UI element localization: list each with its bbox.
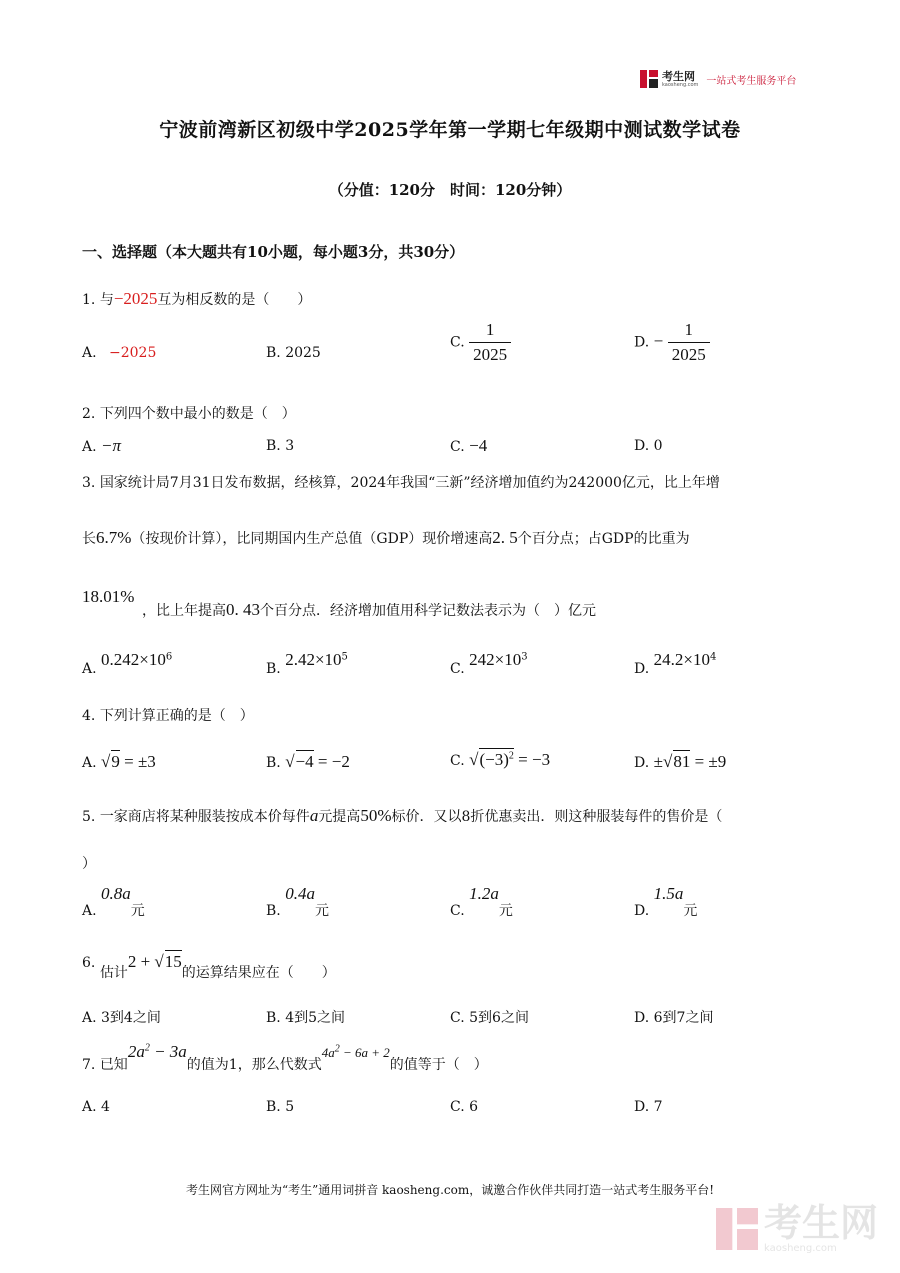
sqrt-expression: √−4 = −2 (285, 752, 350, 771)
radicand: −4 (295, 752, 314, 771)
question-expression: 2. 5 (492, 528, 518, 547)
sqrt-expression: ±√81 = ±9 (653, 752, 727, 771)
option-value: 3 (285, 438, 295, 454)
expression-part: − 6a + 2 (339, 1045, 390, 1060)
q3-option-a[interactable] (82, 650, 173, 677)
option-value: = −2 (313, 752, 350, 771)
option-label: A. (82, 755, 97, 771)
q3-option-c[interactable] (450, 650, 528, 677)
option-unit: 元 (683, 903, 698, 919)
option-label: B. (266, 755, 281, 771)
q1-option-b[interactable] (266, 345, 321, 361)
option-value: = ±3 (119, 752, 156, 771)
question-2 (82, 403, 296, 423)
watermark (716, 1203, 878, 1254)
question-text: 的运算结果应在（ ） (181, 965, 336, 981)
option-label: A. (82, 1099, 97, 1115)
question-3-line-2 (82, 528, 690, 548)
question-number: 1. (82, 292, 96, 308)
question-expression (128, 1042, 187, 1061)
question-expression: 6.7% (96, 528, 132, 547)
fraction-numerator: 1 (485, 320, 495, 339)
option-label: C. (450, 439, 465, 455)
q1-option-c[interactable] (450, 320, 511, 365)
question-text: ，比上年提高 (142, 603, 226, 619)
exponent: 4 (709, 651, 717, 663)
plus-minus-sign: ± (653, 752, 663, 771)
q5-option-d[interactable] (634, 884, 698, 919)
option-value: 1.2a (469, 884, 499, 903)
option-value: 4到5之间 (285, 1010, 346, 1026)
sqrt-expression: $√(-3)^2 = -3$ (469, 750, 551, 769)
question-number: 6. (82, 955, 96, 971)
q4-option-a[interactable] (82, 750, 156, 772)
question-text: 的值为1，那么代数式 (186, 1057, 322, 1073)
question-expression: 50% (360, 806, 392, 825)
option-label: B. (266, 661, 281, 677)
question-3-line-3 (142, 600, 596, 620)
exponent: 5 (341, 651, 348, 663)
radicand-group (479, 748, 513, 770)
question-text: 下列四个数中最小的数是（ ） (99, 406, 296, 422)
sqrt-expression: √9 = ±3 (101, 752, 156, 771)
exponent: 2 (334, 1043, 340, 1055)
fraction (469, 320, 511, 365)
q2-option-c[interactable] (450, 436, 487, 456)
exponent: 6 (165, 651, 173, 663)
fraction-numerator: 1 (684, 320, 693, 339)
option-label: B. (266, 1099, 281, 1115)
option-label: A. (82, 1010, 97, 1026)
brand-url: kaosheng.com (662, 81, 699, 88)
option-label: D. (634, 755, 650, 771)
question-5-close: ） (82, 856, 96, 872)
option-value: 5 (285, 1099, 295, 1115)
q7-option-b[interactable] (266, 1099, 294, 1115)
option-label: C. (450, 661, 465, 677)
variable: a (309, 806, 319, 825)
option-label: C. (450, 753, 465, 769)
question-text: 元提高 (318, 809, 361, 825)
q4-option-d[interactable] (634, 750, 726, 772)
fraction (668, 320, 710, 365)
question-3 (82, 472, 720, 492)
option-label: D. (634, 1010, 650, 1026)
question-number: 4. (82, 708, 96, 724)
question-expression (322, 1045, 390, 1060)
question-expression: −2025 (113, 289, 158, 308)
q3-option-b[interactable] (266, 650, 348, 677)
q2-option-d[interactable] (634, 438, 663, 454)
exponent: 2 (144, 1042, 150, 1054)
option-value: = −3 (513, 750, 551, 769)
option-value: −2025 (109, 345, 157, 361)
section-heading: 一、选择题（本大题共有10小题，每小题3分，共30分） (82, 243, 465, 261)
question-number: 5. (82, 809, 96, 825)
question-text: 标价．又以8折优惠卖出．则这种服装每件的售价是（ (391, 809, 723, 825)
q5-option-b[interactable] (266, 884, 329, 919)
option-value: 3到4之间 (101, 1010, 161, 1026)
exponent: 3 (521, 651, 528, 663)
option-label: B. (266, 903, 281, 919)
question-expression: 2 + (127, 952, 155, 971)
q1-option-a[interactable] (82, 345, 156, 361)
question-expression: 0. 43 (226, 600, 260, 619)
watermark-text (764, 1203, 878, 1254)
question-4 (82, 705, 254, 725)
brand-header (640, 70, 796, 88)
option-label: D. (634, 903, 650, 919)
q7-option-c[interactable] (450, 1099, 478, 1115)
q2-option-b[interactable] (266, 438, 294, 454)
question-7 (82, 1042, 488, 1073)
watermark-name: 考生网 (764, 1201, 879, 1245)
question-text: 估计 (99, 965, 128, 981)
option-value: = ±9 (690, 752, 727, 771)
q4-option-b[interactable] (266, 750, 350, 772)
expression-part: 2a (127, 1042, 145, 1061)
option-unit: 元 (130, 903, 145, 919)
option-value: 6 (469, 1099, 479, 1115)
option-value: 0 (653, 438, 663, 454)
question-text: 已知 (99, 1057, 128, 1073)
question-3-line-3-pct (82, 587, 134, 607)
option-value: 0.4a (285, 884, 315, 903)
option-label: D. (634, 438, 650, 454)
brand-name: 考生网 (662, 69, 695, 83)
option-unit: 元 (314, 903, 329, 919)
watermark-logo-icon (716, 1208, 758, 1250)
q2-option-a[interactable] (82, 436, 121, 456)
expression-part: 4a (321, 1045, 335, 1060)
expression-part: − 3a (149, 1042, 187, 1061)
exam-title: 宁波前湾新区初级中学2025学年第一学期七年级期中测试数学试卷 (159, 119, 741, 141)
radicand: 15 (164, 952, 182, 971)
q6-option-a[interactable] (82, 1007, 161, 1027)
brand-text (662, 71, 698, 88)
option-value: 5到6之间 (469, 1010, 529, 1026)
option-label: C. (450, 1099, 465, 1115)
option-label: B. (266, 1010, 281, 1026)
exponent: 2 (508, 750, 514, 762)
fraction-denominator: 2025 (469, 342, 511, 365)
radicand: 81 (673, 752, 691, 771)
q7-option-d[interactable] (634, 1099, 663, 1115)
question-number: 3. (82, 475, 96, 491)
question-expression: 18.01% (82, 587, 135, 606)
option-value: 0.8a (101, 884, 131, 903)
question-text: 一家商店将某种服装按成本价每件 (99, 809, 310, 825)
option-label: A. (82, 903, 97, 919)
option-unit: 元 (498, 903, 513, 919)
option-value: 24.2×10 (653, 650, 710, 669)
radicand: 9 (111, 752, 120, 771)
option-label: C. (450, 1010, 465, 1026)
watermark-url: kaosheng.com (764, 1243, 837, 1254)
question-text: 国家统计局7月31日发布数据，经核算，2024年我国“三新”经济增加值约为242000亿元，比上年增 (99, 475, 720, 491)
question-number: 2. (82, 406, 96, 422)
option-label: D. (634, 661, 650, 677)
q4-option-c[interactable] (450, 748, 550, 770)
option-value: 0.242×10 (101, 650, 166, 669)
question-text: 与 (99, 292, 114, 308)
q7-option-a[interactable] (82, 1099, 110, 1115)
question-number: 7. (82, 1057, 96, 1073)
option-value: 7 (653, 1099, 663, 1115)
option-value: 4 (101, 1099, 110, 1115)
option-value: 242×10 (469, 650, 522, 669)
page-footer: 考生网官方网址为“考生”通用词拼音 kaosheng.com，诚邀合作伙伴共同打造一站式考生服务平台! (185, 1183, 715, 1197)
question-6 (82, 950, 336, 981)
question-5 (82, 806, 722, 826)
q5-option-a[interactable] (82, 884, 145, 919)
q3-option-d[interactable] (634, 650, 717, 677)
option-label: A. (82, 661, 97, 677)
q6-option-d[interactable] (634, 1007, 713, 1027)
option-value: 2.42×10 (285, 650, 342, 669)
question-text: 互为相反数的是（ ） (157, 292, 312, 308)
q6-option-b[interactable] (266, 1007, 345, 1027)
option-label: B. (266, 345, 281, 361)
q6-option-c[interactable] (450, 1007, 529, 1027)
option-label: D. (634, 334, 650, 351)
option-label: D. (634, 1099, 650, 1115)
option-value: −π (101, 436, 122, 455)
question-text: （按现价计算），比同期国内生产总值（GDP）现价增速高 (131, 531, 493, 547)
fraction-denominator: 2025 (668, 342, 710, 365)
option-value: −4 (469, 436, 488, 455)
option-value: 1.5a (653, 884, 684, 903)
question-1 (82, 289, 311, 309)
radicand: (−3) (479, 750, 509, 769)
option-label: A. (82, 439, 97, 455)
question-text: 长 (82, 531, 96, 547)
exam-subtitle: （分值：120分 时间：120分钟） (328, 181, 572, 199)
kaosheng-logo-icon (640, 70, 658, 88)
option-label: C. (450, 903, 465, 919)
question-text: 个百分点．经济增加值用科学记数法表示为（ ）亿元 (260, 603, 596, 619)
option-label: C. (450, 334, 465, 351)
sqrt-expression: 2 + √15 (127, 952, 182, 971)
minus-sign: − (653, 331, 664, 351)
question-text: 的值等于（ ） (389, 1057, 488, 1073)
option-label: A. (82, 345, 97, 361)
question-text: 下列计算正确的是（ ） (99, 708, 254, 724)
brand-slogan: 一站式考生服务平台 (706, 75, 797, 87)
option-value: 2025 (285, 345, 321, 361)
q5-option-c[interactable] (450, 884, 513, 919)
question-text: 个百分点；占GDP的比重为 (517, 531, 690, 547)
q1-option-d[interactable] (634, 320, 710, 365)
option-label: B. (266, 438, 281, 454)
option-value: 6到7之间 (653, 1010, 714, 1026)
